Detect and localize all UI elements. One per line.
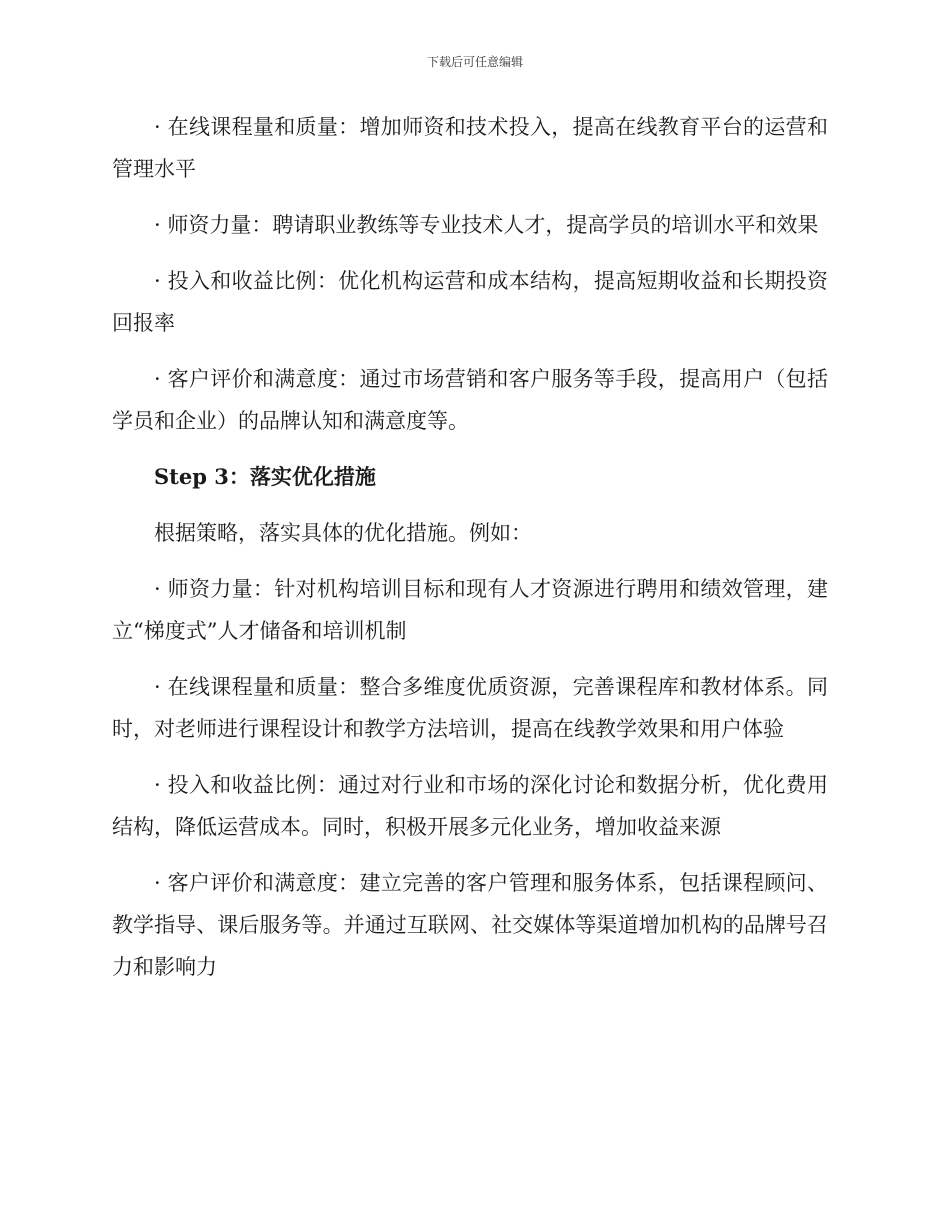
paragraph-measure-investment: · 投入和收益比例：通过对行业和市场的深化讨论和数据分析，优化费用结构，降低运营成本。同时，积极开展多元化业务，增加收益来源 <box>112 773 828 839</box>
paragraph-investment-return: · 投入和收益比例：优化机构运营和成本结构，提高短期收益和长期投资回报率 <box>112 269 828 335</box>
paragraph-teaching-staff: · 师资力量：聘请职业教练等专业技术人才，提高学员的培训水平和效果 <box>154 213 819 237</box>
paragraph-customer-satisfaction: · 客户评价和满意度：通过市场营销和客户服务等手段，提高用户（包括学员和企业）的品牌认知和满意度等。 <box>112 367 828 433</box>
section-heading-step-3: Step 3：落实优化措施 <box>154 464 376 489</box>
paragraph-measure-teaching-staff: · 师资力量：针对机构培训目标和现有人才资源进行聘用和绩效管理，建立“梯度式”人才储备和培训机制 <box>112 577 828 643</box>
paragraph-measure-customer: · 客户评价和满意度：建立完善的客户管理和服务体系，包括课程顾问、教学指导、课后服务等。并通过互联网、社交媒体等渠道增加机构的品牌号召力和影响力 <box>112 871 828 979</box>
paragraph-intro-measures: 根据策略，落实具体的优化措施。例如： <box>154 521 532 545</box>
document-body <box>112 106 828 1002</box>
paragraph-online-course-quality: · 在线课程量和质量：增加师资和技术投入，提高在线教育平台的运营和管理水平 <box>112 115 828 181</box>
paragraph-measure-online-course: · 在线课程量和质量：整合多维度优质资源，完善课程库和教材体系。同时，对老师进行课程设计和教学方法培训，提高在线教学效果和用户体验 <box>112 675 828 741</box>
page-header: 下载后可任意编辑 <box>426 55 523 69</box>
